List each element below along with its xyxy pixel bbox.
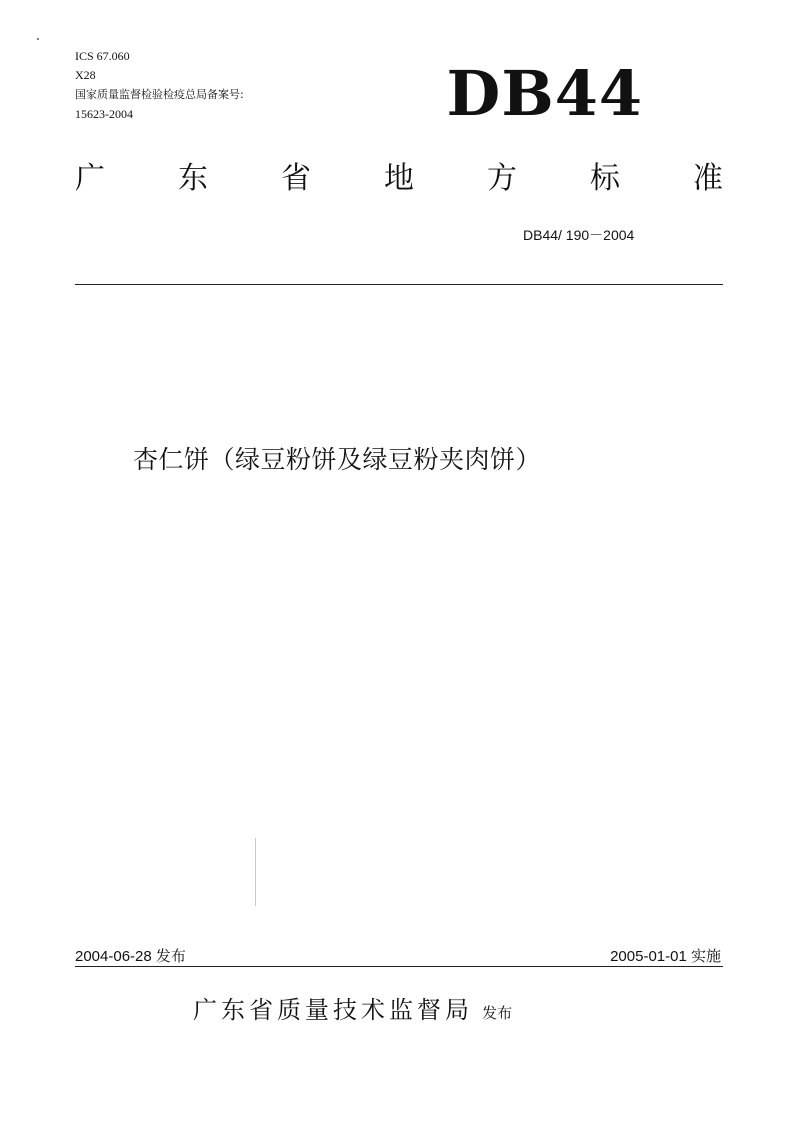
standard-type-char: 方 xyxy=(487,161,517,196)
standard-number: DB44/ 190－2004 xyxy=(523,227,635,243)
filing-number: 15623-2004 xyxy=(75,107,133,121)
issue-date: 2004-06-28 发布 xyxy=(75,948,186,965)
ics-code: ICS 67.060 xyxy=(75,49,130,63)
issuer-line xyxy=(193,990,512,1025)
scan-fold-line xyxy=(255,838,256,906)
header-divider xyxy=(75,284,723,285)
scan-speck xyxy=(37,38,39,40)
document-title: 杏仁饼（绿豆粉饼及绿豆粉夹肉饼） xyxy=(133,445,542,474)
standard-type-char: 准 xyxy=(693,161,723,196)
issuer-suffix: 发布 xyxy=(482,1004,513,1022)
filing-label: 国家质量监督检验检疫总局备案号: xyxy=(75,88,244,101)
standard-type-char: 标 xyxy=(590,161,620,196)
category-code: X28 xyxy=(75,68,96,82)
standard-type-char: 广 xyxy=(75,161,105,196)
standard-type-title xyxy=(75,153,723,197)
standard-type-char: 地 xyxy=(384,161,414,196)
issuer-name: 广东省质量技术监督局 xyxy=(193,996,473,1024)
db44-logo: DB44 xyxy=(446,57,643,130)
standard-type-char: 省 xyxy=(281,161,311,196)
implementation-date: 2005-01-01 实施 xyxy=(610,948,721,965)
standard-type-char: 东 xyxy=(178,161,208,196)
footer-divider xyxy=(75,966,723,967)
